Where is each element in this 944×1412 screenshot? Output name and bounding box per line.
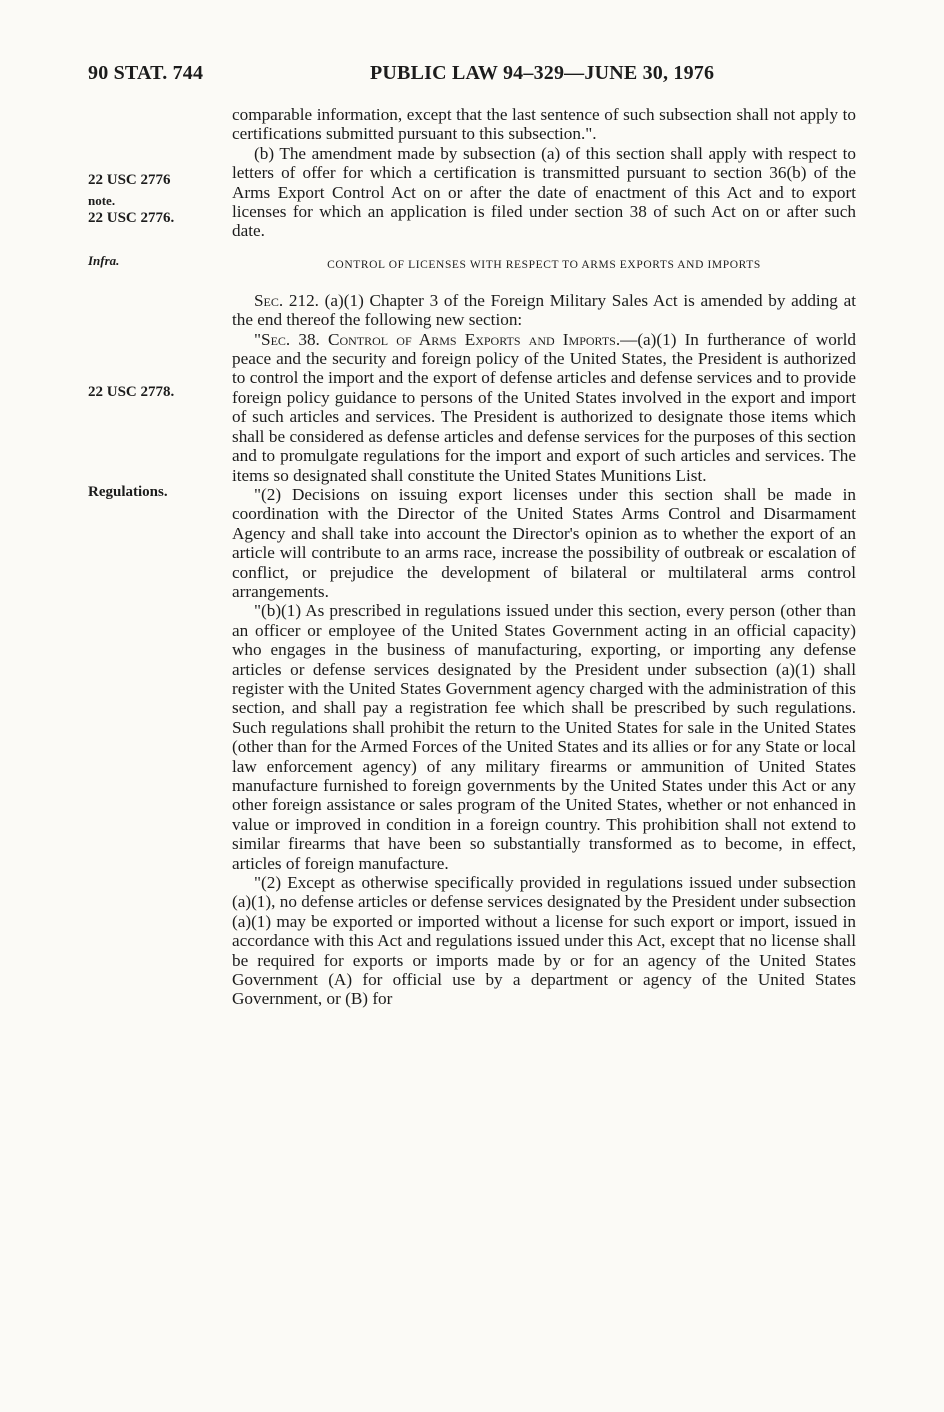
paragraph-b-1: "(b)(1) As prescribed in regulations issued under this section, every person (other than an officer or employee of the United States Government acting in an official capacity) who engages in the business of manufacturing, exporting, or importing any defense articles or defense services designated by the President under subsection (a)(1) shall register with the United States Government agency charged with the administration of this section, and shall pay a registration fee which shall be prescribed by such regulations. Such regulations shall prohibit the return to the United States for sale in the United States (other than for the Armed Forces of the United States and its allies or for any State or local law enforcement agency) of any military firearms or ammunition of United States manufacture furnished to foreign governments by the United States under this Act or any other foreign assistance or sales program of the United States, whether or not enhanced in value or improved in condition in a foreign country. This prohibition shall not extend to similar firearms that have been so substantially transformed as to become, in effect, articles of foreign manufacture.	[232, 601, 856, 873]
margin-note-note: note.	[88, 193, 116, 208]
paragraph-a-2: "(2) Decisions on issuing export licenses under this section shall be made in coordination with the Director of the United States Arms Control and Disarmament Agency and shall take into account the Director's opinion as to whether the export of an article will contribute to an arms race, increase the possibility of outbreak or escalation of conflict, or prejudice the development of bilateral or multilateral arms control arrangements.	[232, 484, 856, 601]
paragraph-sec-38	[232, 330, 856, 485]
page-running-title: PUBLIC LAW 94–329—JUNE 30, 1976	[370, 62, 715, 84]
paragraph-continuation: comparable information, except that the last sentence of such subsection shall not apply to certifications submitted pursuant to this subsection.".	[232, 105, 856, 144]
document-body	[232, 105, 856, 1009]
sec-38-heading: Control of Arms Exports and Imports.	[328, 329, 621, 349]
paragraph-b-2: "(2) Except as otherwise specifically provided in regulations issued under subsection (a)(1), no defense articles or defense services designated by the President under subsection (a)(1) may be exported or imported without a license for such export or import, issued in accordance with this Act and regulations issued under this Act, except that no license shall be required for exports or imports made by or for an agency of the United States Government (A) for official use by a department or agency of the United States Government, or (B) for	[232, 873, 856, 1009]
section-caption: CONTROL OF LICENSES WITH RESPECT TO ARMS EXPORTS AND IMPORTS	[327, 258, 761, 271]
sec-38-text: —(a)(1) In furtherance of world peace and the security and foreign policy of the United States, the President is authorized to control the import and the export of defense articles and defense services and to provide foreign policy guidance to persons of the United States involved in the export and import of such articles and services. The President is authorized to designate those items which shall be considered as defense articles and defense services for the purposes of this section and to promulgate regulations for the import and export of such articles and services. The items so designated shall constitute the United States Munitions List.	[232, 329, 856, 485]
sec-label: Sec.	[254, 290, 284, 310]
margin-note-usc-2776-section: 22 USC 2776.	[88, 210, 175, 226]
page-stat-citation: 90 STAT. 744	[88, 62, 204, 84]
sec-38-label: "Sec. 38.	[254, 329, 328, 349]
margin-note-infra: Infra.	[88, 253, 120, 268]
margin-note-usc-2776: 22 USC 2776	[88, 172, 171, 188]
margin-note-regulations: Regulations.	[88, 484, 168, 500]
paragraph-subsection-b: (b) The amendment made by subsection (a) of this section shall apply with respect to letters of offer for which a certification is transmitted pursuant to section 36(b) of the Arms Export Control Act on or after the date of enactment of this Act and to export licenses for which an application is filed under section 38 of such Act on or after such date.	[232, 143, 856, 241]
sec-212-text: 212. (a)(1) Chapter 3 of the Foreign Military Sales Act is amended by adding at the end thereof the following new section:	[232, 290, 856, 330]
paragraph-sec-212	[232, 291, 856, 330]
margin-note-usc-2778: 22 USC 2778.	[88, 384, 175, 400]
